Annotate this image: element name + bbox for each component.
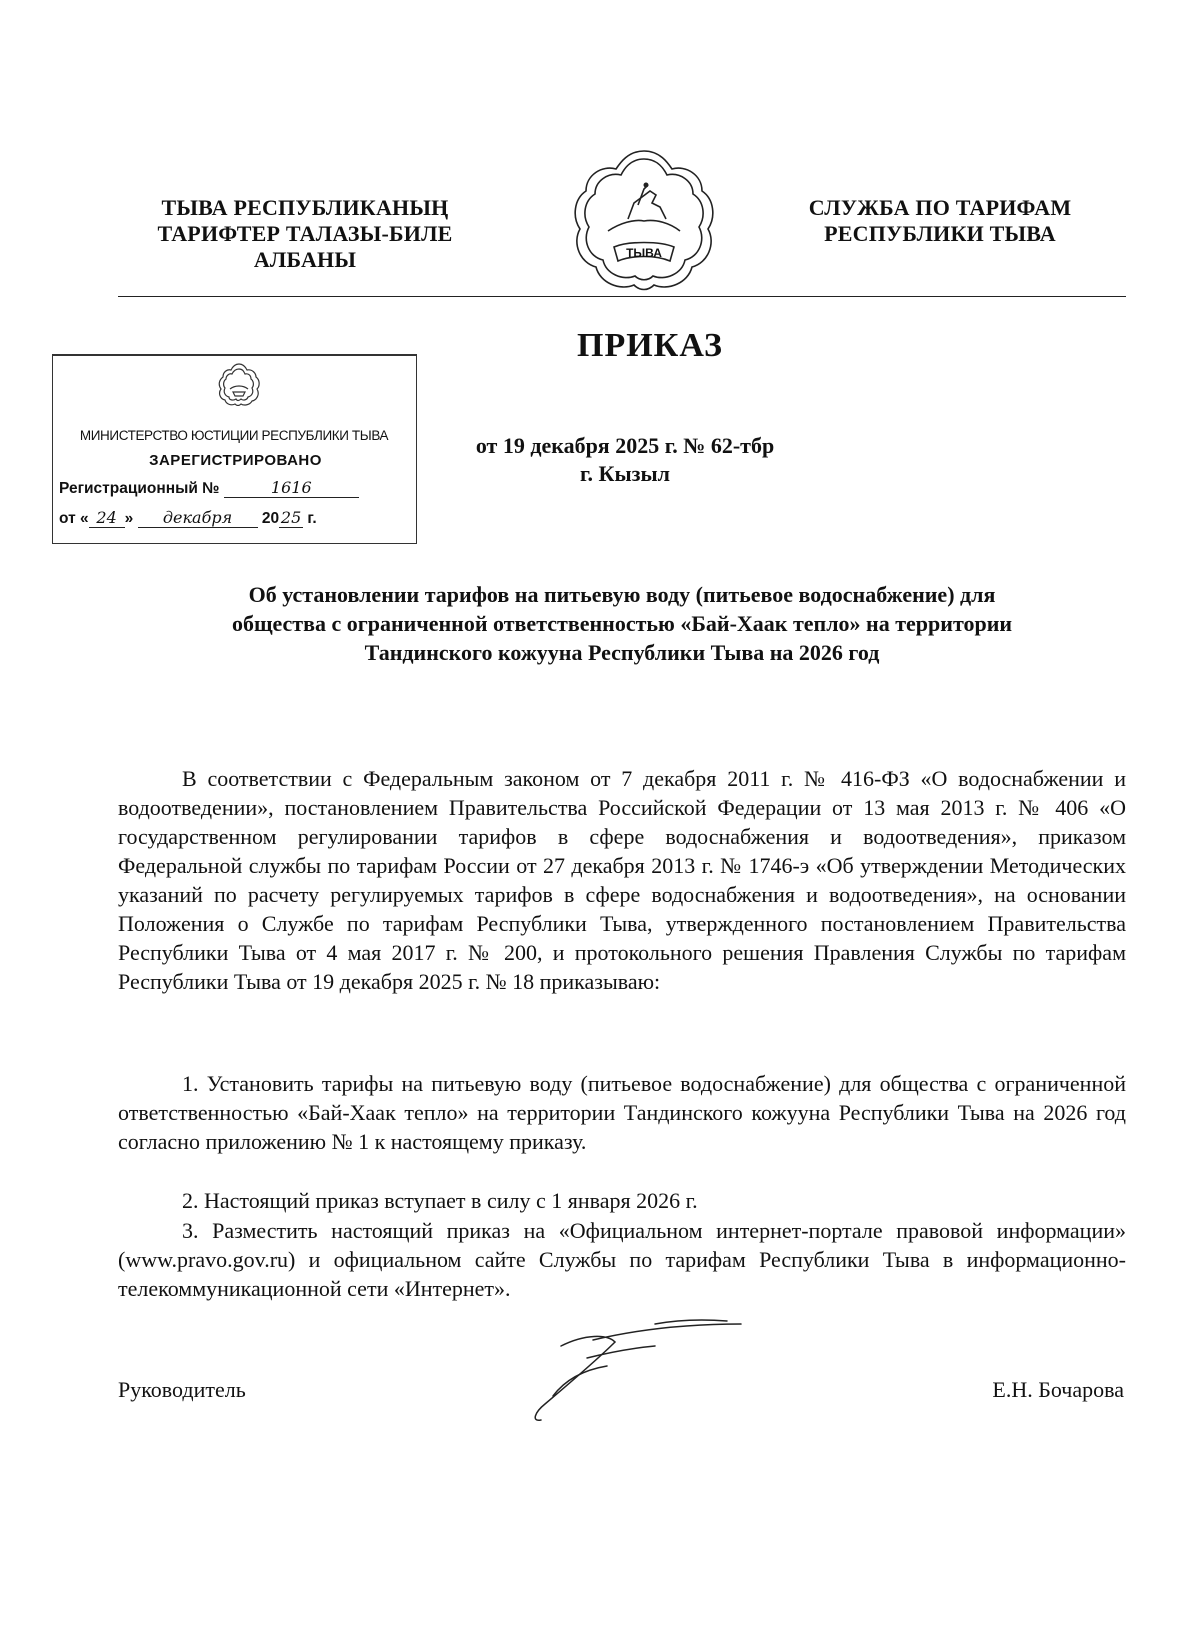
subject-line: общества с ограниченной ответственностью «Бай-Хаак тепло» на территории	[231, 611, 1013, 636]
stamp-month: декабря	[138, 509, 258, 528]
emblem-label: ТЫВА	[626, 246, 662, 260]
order-meta	[425, 432, 825, 488]
header-divider	[118, 296, 1126, 297]
header-left-org	[130, 195, 480, 273]
stamp-ministry: МИНИСТЕРСТВО ЮСТИЦИИ РЕСПУБЛИКИ ТЫВА	[79, 428, 389, 443]
signatory-title: Руководитель	[118, 1377, 246, 1402]
header-right-org	[775, 195, 1105, 247]
order-item-1: 1. Установить тарифы на питьевую воду (питьевое водоснабжение) для общества с ограниченной ответственностью «Бай-Хаак тепло» на территории Тандинского кожууна Республики Тыва на 2026 год согласно приложению № 1 к настоящему приказу.	[118, 1071, 1126, 1154]
stamp-year-suffix: 25	[280, 508, 302, 527]
stamp-reg-label: Регистрационный №	[59, 480, 220, 497]
header-left-line: ТАРИФТЕР ТАЛАЗЫ-БИЛЕ	[157, 221, 453, 246]
stamp-emblem-icon	[218, 362, 260, 406]
order-item-3: 3. Разместить настоящий приказ на «Официальном интернет-портале правовой информации» (www.pravo.gov.ru) и официальном сайте Службы по тарифам Республики Тыва в информационно-телекоммуникационной сети «Интернет».	[118, 1218, 1126, 1301]
order-city: г. Кызыл	[580, 461, 670, 486]
stamp-date-mid: »	[124, 510, 134, 527]
header-left-line: ТЫВА РЕСПУБЛИКАНЫҢ	[161, 195, 449, 220]
stamp-date-prefix: от «	[59, 510, 89, 527]
stamp-day: 24	[89, 509, 125, 528]
registration-stamp	[52, 354, 417, 544]
subject-line: Тандинского кожууна Республики Тыва на 2026 год	[364, 640, 880, 665]
handwritten-signature	[495, 1300, 745, 1430]
stamp-reg-number: 1616	[224, 479, 359, 498]
tuva-emblem-icon	[568, 145, 720, 295]
order-date-number: от 19 декабря 2025 г. № 62-тбр	[475, 433, 775, 458]
header-right-line: СЛУЖБА ПО ТАРИФАМ	[808, 195, 1072, 220]
preamble-paragraph: В соответствии с Федеральным законом от 7 декабря 2011 г. № 416-ФЗ «О водоснабжении и водоотведении», постановлением Правительства Российской Федерации от 13 мая 2013 г. № 406 «О государственном регулировании тарифов в сфере водоснабжения и водоотведения», приказом Федеральной службы по тарифам России от 27 декабря 2013 г. № 1746-э «Об утверждении Методических указаний по расчету регулируемых тарифов в сфере водоснабжения и водоотведения», на основании Положения о Службе по тарифам Республики Тыва, утвержденного постановлением Правительства Республики Тыва от 4 мая 2017 г. № 200, и протокольного решения Правления Службы по тарифам Республики Тыва от 19 декабря 2025 г. № 18 приказываю:	[118, 766, 1126, 994]
subject-line: Об установлении тарифов на питьевую воду (питьевое водоснабжение) для	[248, 582, 996, 607]
stamp-year-end: г.	[307, 510, 317, 527]
header-left-line: АЛБАНЫ	[253, 247, 357, 272]
document-title: ПРИКАЗ	[577, 327, 723, 364]
stamp-date-row	[59, 509, 317, 528]
stamp-registered: ЗАРЕГИСТРИРОВАНО	[149, 452, 322, 469]
stamp-registration-row	[59, 479, 359, 498]
signatory-name: Е.Н. Бочарова	[992, 1377, 1124, 1402]
header-right-line: РЕСПУБЛИКИ ТЫВА	[824, 221, 1056, 246]
stamp-year-prefix: 20	[261, 510, 280, 527]
order-subject	[118, 580, 1126, 667]
order-item-2: 2. Настоящий приказ вступает в силу с 1 января 2026 г.	[182, 1188, 698, 1213]
